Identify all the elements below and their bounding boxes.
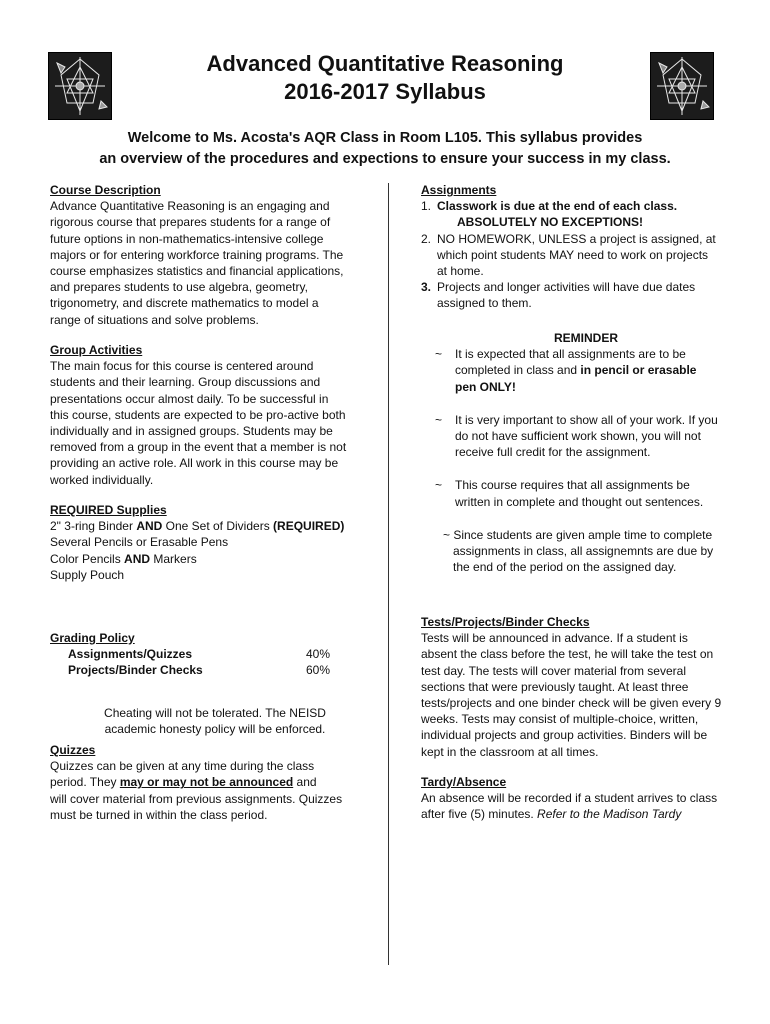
text-bold: AND bbox=[124, 551, 151, 566]
grade-label: Projects/Binder Checks bbox=[68, 663, 203, 678]
text-line: NO HOMEWORK, UNLESS a project is assigned, at bbox=[437, 231, 716, 246]
text-italic: Refer to the Madison Tardy bbox=[537, 807, 682, 822]
assignment-item-2 bbox=[421, 231, 741, 280]
column-divider bbox=[388, 183, 389, 965]
text: period. They bbox=[50, 775, 120, 790]
text: Markers bbox=[150, 551, 197, 566]
grade-row-projects bbox=[50, 662, 380, 678]
text-line: individually and in assigned groups. Students may be bbox=[50, 424, 333, 439]
heading-tardy: Tardy/Absence bbox=[421, 775, 507, 789]
text-line: worked individually. bbox=[50, 472, 154, 487]
text-line: will cover material from previous assignments. Quizzes bbox=[50, 791, 343, 806]
section-reminder bbox=[421, 330, 741, 575]
reminder-item-4 bbox=[421, 527, 741, 576]
text-line: this course, students are expected to be pro-active both bbox=[50, 407, 346, 422]
assignment-item-3 bbox=[421, 279, 741, 311]
text-line: Advance Quantitative Reasoning is an engaging and bbox=[50, 199, 330, 214]
supply-line-binder bbox=[50, 518, 380, 534]
tilde-bullet: ~ bbox=[435, 412, 443, 427]
text-line: absent the class before the test, he will take the test on bbox=[421, 647, 714, 662]
text-line: at home. bbox=[437, 264, 484, 279]
grade-value: 40% bbox=[306, 647, 331, 662]
text-line bbox=[421, 806, 741, 822]
text-line: written in complete and thought out sentences. bbox=[455, 494, 704, 509]
section-tardy bbox=[421, 774, 741, 823]
text-line bbox=[50, 774, 380, 790]
welcome-line-2: an overview of the procedures and expections to ensure your success in my class. bbox=[99, 151, 671, 167]
text: One Set of Dividers bbox=[162, 519, 274, 534]
title-line-2: 2016-2017 Syllabus bbox=[284, 79, 486, 104]
text-line: The main focus for this course is centered around bbox=[50, 359, 314, 374]
supply-line-pouch: Supply Pouch bbox=[50, 567, 125, 582]
text-line: Cheating will not be tolerated. The NEISD bbox=[104, 705, 326, 720]
heading-assignments: Assignments bbox=[421, 183, 497, 197]
text-line: An absence will be recorded if a student arrives to class bbox=[421, 791, 718, 806]
text-line: test day. The tests will cover material from several bbox=[421, 663, 686, 678]
text-line: It is very important to show all of your work. If you bbox=[455, 412, 718, 427]
text-line: removed from a group in the event that a member is not bbox=[50, 440, 347, 455]
heading-reminder: REMINDER bbox=[553, 331, 618, 345]
text-line: the end of the period on the assigned day. bbox=[453, 560, 677, 575]
grade-label: Assignments/Quizzes bbox=[68, 647, 193, 662]
heading-tests: Tests/Projects/Binder Checks bbox=[421, 615, 590, 629]
text-line: It is expected that all assignments are to be bbox=[455, 347, 686, 362]
grade-row-assignments bbox=[50, 646, 380, 662]
text-line: Tests will be announced in advance. If a student is bbox=[421, 631, 688, 646]
text: Color Pencils bbox=[50, 551, 125, 566]
heading-group-activities: Group Activities bbox=[50, 343, 143, 357]
text-line: trigonometry, and discrete mathematics to model a bbox=[50, 296, 319, 311]
heading-course-description: Course Description bbox=[50, 183, 161, 197]
tilde-bullet: ~ bbox=[435, 478, 443, 493]
text: after five (5) minutes. bbox=[421, 807, 538, 822]
grade-value: 60% bbox=[306, 663, 331, 678]
text: 2" 3-ring Binder bbox=[50, 519, 137, 534]
section-tests bbox=[421, 614, 741, 760]
text: and bbox=[293, 775, 317, 790]
reminder-item-2 bbox=[421, 412, 741, 461]
supply-line-pencils: Several Pencils or Erasable Pens bbox=[50, 535, 229, 550]
text-bold-underline: may or may not be announced bbox=[119, 775, 294, 790]
text-line: kept in the classroom at all times. bbox=[421, 744, 599, 759]
text-bold: in pencil or erasable bbox=[580, 363, 697, 378]
text-line: do not have sufficient work shown, you will not bbox=[455, 429, 701, 444]
welcome-text bbox=[0, 128, 770, 170]
section-assignments bbox=[421, 182, 741, 312]
text-line: majors or for entering workforce training programs. The bbox=[50, 247, 344, 262]
heading-quizzes: Quizzes bbox=[50, 743, 96, 757]
section-quizzes bbox=[50, 742, 380, 823]
text-bold: AND bbox=[136, 519, 163, 534]
text-line bbox=[455, 362, 741, 378]
text-line: individual projects and group activities. Binders will be bbox=[421, 728, 708, 743]
text-line: This course requires that all assignments be bbox=[455, 478, 690, 493]
section-course-description bbox=[50, 182, 380, 328]
text-line: sections that were previously taught. At least three bbox=[421, 679, 689, 694]
text-line: providing an active role. All work in this course may be bbox=[50, 456, 339, 471]
text-line: which point students MAY need to work on projects bbox=[437, 247, 709, 262]
text-line: students and their learning. Group discussions and bbox=[50, 375, 321, 390]
text-line: Classwork is due at the end of each class. bbox=[437, 199, 678, 214]
heading-grading-policy: Grading Policy bbox=[50, 631, 135, 645]
text-line: Projects and longer activities will have due dates bbox=[437, 280, 696, 295]
text-line: weeks. Tests may consist of multiple-choice, written, bbox=[421, 712, 699, 727]
text-line: course emphasizes statistics and financial applications, bbox=[50, 264, 344, 279]
item-number: 1. bbox=[421, 199, 432, 214]
section-grading-policy bbox=[50, 630, 380, 737]
cheating-note bbox=[50, 705, 380, 737]
text-bold: (REQUIRED) bbox=[273, 519, 345, 534]
welcome-line-1: Welcome to Ms. Acosta's AQR Class in Room L105. This syllabus provides bbox=[127, 130, 643, 146]
text-line: rigorous course that prepares students for a range of bbox=[50, 215, 331, 230]
text-line: ~ Since students are given ample time to complete bbox=[443, 527, 713, 542]
text-line: must be turned in within the class period. bbox=[50, 807, 268, 822]
section-group-activities bbox=[50, 342, 380, 488]
assignment-item-1 bbox=[421, 198, 741, 230]
heading-required-supplies: REQUIRED Supplies bbox=[50, 503, 167, 517]
text-line: presentations occur almost daily. To be successful in bbox=[50, 391, 329, 406]
item-number: 3. bbox=[421, 280, 432, 295]
text-line: assignments in class, all assignemnts are due by bbox=[453, 544, 714, 559]
text-line: tests/projects and one binder check will be given every 9 bbox=[421, 696, 722, 711]
title-line-1: Advanced Quantitative Reasoning bbox=[206, 51, 564, 76]
supply-line-color bbox=[50, 551, 380, 567]
text-line: ABSOLUTELY NO EXCEPTIONS! bbox=[457, 215, 644, 230]
text-line: pen ONLY! bbox=[455, 379, 516, 394]
reminder-item-3 bbox=[421, 477, 741, 509]
section-required-supplies bbox=[50, 502, 380, 583]
item-number: 2. bbox=[421, 231, 432, 246]
reminder-item-1 bbox=[421, 346, 741, 395]
text-line: Quizzes can be given at any time during the class bbox=[50, 759, 315, 774]
text-line: future options in non-mathematics-intensive college bbox=[50, 231, 324, 246]
text-line: range of situations and solve problems. bbox=[50, 312, 259, 327]
text-line: receive full credit for the assignment. bbox=[455, 445, 651, 460]
course-description-text bbox=[50, 198, 380, 328]
text: completed in class and bbox=[455, 363, 581, 378]
text-line: academic honesty policy will be enforced. bbox=[104, 721, 326, 736]
text-line: and prepares students to use algebra, geometry, bbox=[50, 280, 308, 295]
tilde-bullet: ~ bbox=[435, 347, 443, 362]
text-line: assigned to them. bbox=[437, 296, 532, 311]
